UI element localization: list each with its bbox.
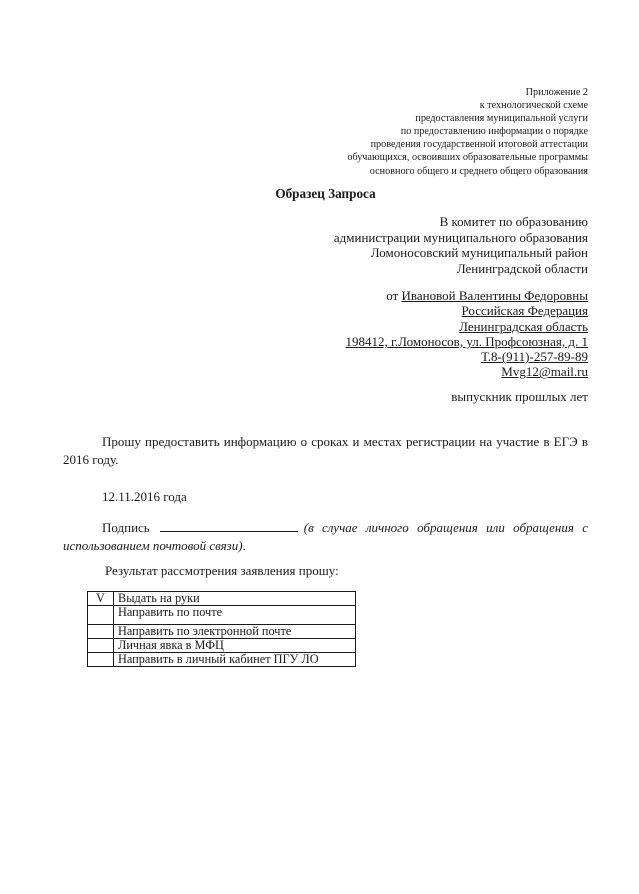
option-label: Направить в личный кабинет ПГУ ЛО	[114, 653, 356, 667]
option-mark	[88, 639, 114, 653]
appendix-line: проведения государственной итоговой аттестации	[370, 139, 588, 151]
sender-region: Ленинградская область	[459, 318, 588, 334]
addressee-line: Ломоносовский муниципальный район	[370, 245, 588, 260]
sender-phone: Т.8-(911)-257-89-89	[481, 349, 588, 365]
sender-prefix: от	[386, 288, 402, 303]
table-row	[88, 653, 356, 667]
option-mark: V	[88, 592, 114, 606]
document-title: Образец Запроса	[275, 186, 376, 201]
table-row	[88, 639, 356, 653]
signature-label: Подпись	[102, 520, 150, 535]
appendix-line: обучающихся, освоивших образовательные программы	[347, 152, 588, 164]
appendix-line: предоставления муниципальной услуги	[415, 113, 588, 125]
addressee-line: администрации муниципального образования	[333, 229, 588, 245]
sender-name: Ивановой Валентины Федоровны	[401, 288, 588, 303]
appendix-line: Приложение 2	[525, 87, 588, 98]
result-label: Результат рассмотрения заявления прошу:	[105, 563, 339, 578]
sender-email: Mvg12@mail.ru	[501, 364, 588, 380]
option-label: Направить по почте	[114, 606, 356, 625]
signature-line	[63, 519, 588, 555]
addressee-line: В комитет по образованию	[439, 214, 588, 229]
sender-country: Российская Федерация	[461, 303, 588, 319]
option-label: Выдать на руки	[114, 592, 356, 606]
option-label: Личная явка в МФЦ	[114, 639, 356, 653]
addressee-block	[334, 214, 588, 276]
table-row	[88, 606, 356, 625]
result-options-table	[87, 591, 356, 667]
sender-address: 198412, г.Ломоносов, ул. Профсоюзная, д. 1	[345, 333, 588, 349]
applicant-status: выпускник прошлых лет	[451, 389, 588, 404]
option-mark	[88, 606, 114, 625]
sender-name-line	[346, 288, 588, 303]
option-label: Направить по электронной почте	[114, 625, 356, 639]
appendix-line: к технологической схеме	[479, 100, 588, 112]
signature-period: .	[242, 538, 246, 553]
table-row	[88, 625, 356, 639]
request-date: 12.11.2016 года	[102, 489, 187, 504]
appendix-header	[347, 86, 588, 178]
addressee-line: Ленинградской области	[456, 260, 588, 276]
signature-blank	[160, 521, 298, 532]
table-row	[88, 592, 356, 606]
option-mark	[88, 625, 114, 639]
sender-block	[346, 288, 588, 380]
signature-note: (в случае личного обращения или обращения с использованием почтовой связи)	[63, 520, 588, 553]
appendix-line: по предоставлению информации о порядке	[400, 126, 588, 138]
appendix-line: основного общего и среднего общего образования	[369, 165, 588, 177]
option-mark	[88, 653, 114, 667]
request-text: Прошу предоставить информацию о сроках и местах регистрации на участие в ЕГЭ в 2016 году.	[63, 434, 588, 467]
